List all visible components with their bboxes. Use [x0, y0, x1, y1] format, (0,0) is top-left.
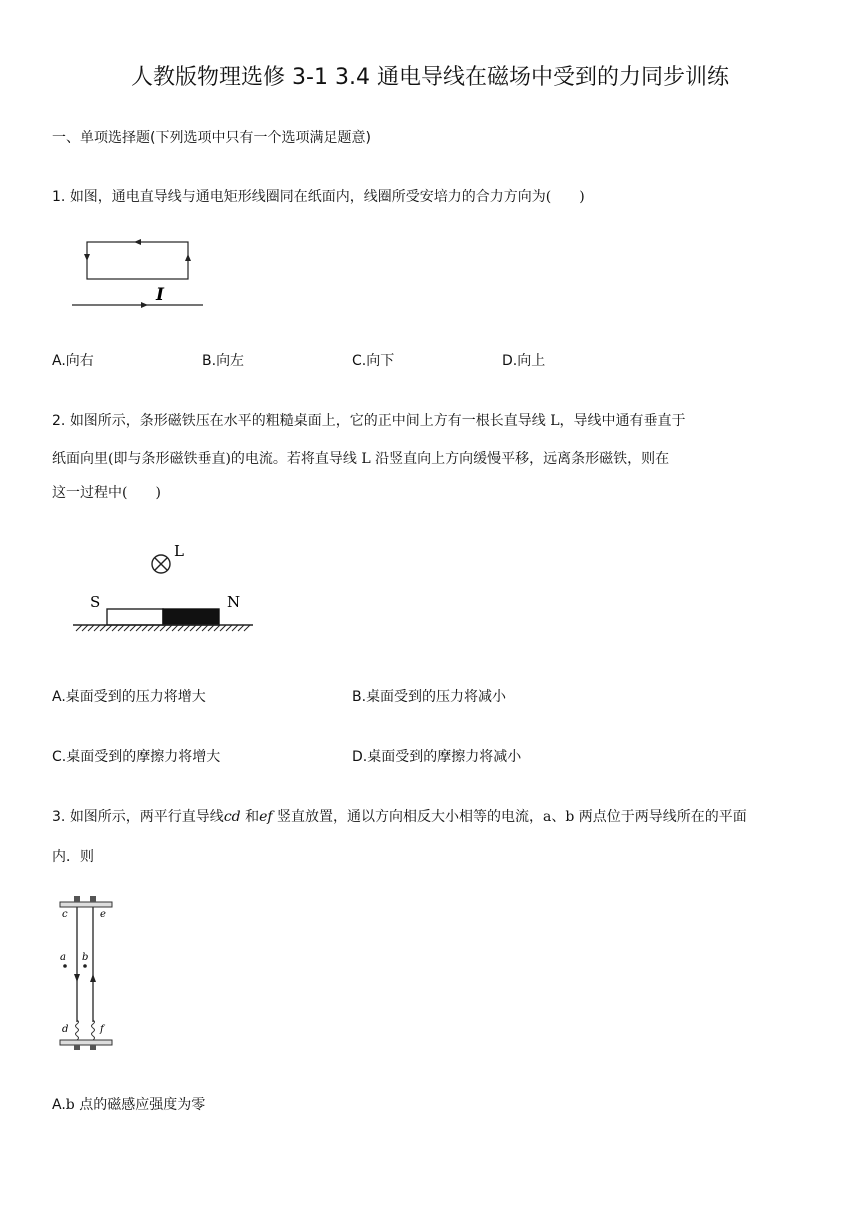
- question-2-number: 2.: [52, 413, 66, 429]
- table-hatching: [76, 625, 250, 631]
- q2-option-c-text: 桌面受到的摩擦力将增大: [66, 749, 221, 765]
- wire-arrow: [141, 302, 148, 308]
- coil-right-arrow: [185, 254, 191, 261]
- current-label: I: [156, 285, 164, 305]
- q1-option-a-text: 向右: [65, 353, 94, 369]
- question-2-line-1: [52, 410, 686, 430]
- question-1: [52, 186, 585, 206]
- question-3-var-cd: cd: [223, 809, 241, 825]
- question-1-figure: [60, 232, 220, 316]
- bottom-terminal-d: [74, 1045, 80, 1050]
- coil-left-arrow: [84, 254, 90, 261]
- q1-option-d-letter: D.: [502, 353, 518, 369]
- bottom-terminal-f: [90, 1045, 96, 1050]
- q3-option-a-letter: A.: [52, 1097, 66, 1113]
- q2-option-b-letter: B.: [352, 689, 367, 705]
- q1-option-b-text: 向左: [216, 353, 245, 369]
- q1-option-c-letter: C.: [352, 353, 367, 369]
- south-pole-label: S: [90, 593, 101, 611]
- label-e: e: [100, 909, 106, 920]
- question-3-text-1: 如图所示，两平行直导线: [69, 809, 224, 825]
- wire-into-page-symbol: [152, 555, 170, 573]
- q3-option-a[interactable]: [52, 1094, 205, 1114]
- label-a: a: [60, 952, 66, 963]
- label-d: d: [62, 1024, 69, 1035]
- q2-option-d-letter: D.: [352, 749, 368, 765]
- magnet-north-half: [163, 609, 219, 625]
- q1-option-d-text: 向上: [517, 353, 546, 369]
- question-1-text: 如图，通电直导线与通电矩形线圈同在纸面内，线圈所受安培力的合力方向为( ): [69, 189, 585, 205]
- label-c: c: [62, 909, 68, 920]
- q2-option-d-text: 桌面受到的摩擦力将减小: [367, 749, 522, 765]
- q1-option-a[interactable]: [52, 350, 94, 370]
- top-terminal-c: [74, 896, 80, 902]
- top-bar: [60, 902, 112, 907]
- q2-option-d[interactable]: [352, 746, 521, 766]
- question-3-figure: [55, 892, 125, 1056]
- q2-option-a[interactable]: [52, 686, 206, 706]
- point-a: [63, 964, 67, 968]
- q2-option-b[interactable]: [352, 686, 506, 706]
- label-f: f: [100, 1024, 104, 1035]
- q2-option-a-letter: A.: [52, 689, 66, 705]
- q2-option-c[interactable]: [52, 746, 220, 766]
- magnet-south-half: [107, 609, 163, 625]
- wire-label: L: [174, 542, 184, 560]
- question-2-line-2: 纸面向里(即与条形磁铁垂直)的电流。若将直导线 L 沿竖直向上方向缓慢平移，远离条形磁铁，则在: [52, 451, 670, 467]
- page-title: 人教版物理选修 3-1 3.4 通电导线在磁场中受到的力同步训练: [131, 65, 729, 90]
- q1-option-c-text: 向下: [366, 353, 395, 369]
- question-1-number: 1.: [52, 189, 66, 205]
- question-2-figure: [70, 540, 260, 636]
- q1-option-b-letter: B.: [202, 353, 217, 369]
- wire-ef-arrow-up: [90, 974, 96, 982]
- spring-f: [92, 1020, 95, 1040]
- north-pole-label: N: [227, 593, 241, 611]
- coil-top-arrow: [134, 239, 141, 245]
- question-3-line-1: [52, 806, 747, 826]
- question-3-text-2: 和: [240, 809, 260, 825]
- q1-option-b[interactable]: [202, 350, 244, 370]
- question-3-number: 3.: [52, 809, 66, 825]
- label-b: b: [82, 952, 89, 963]
- q3-option-a-text: b 点的磁感应强度为零: [65, 1097, 206, 1113]
- spring-d: [76, 1020, 79, 1040]
- question-3-var-ef: ef: [259, 809, 273, 825]
- rectangular-coil: [87, 242, 188, 279]
- q2-option-a-text: 桌面受到的压力将增大: [65, 689, 206, 705]
- q1-option-a-letter: A.: [52, 353, 66, 369]
- question-3-line-2: 内．则: [52, 849, 94, 865]
- section-heading: 一、单项选择题(下列选项中只有一个选项满足题意): [52, 130, 371, 146]
- question-2-line-3: 这一过程中( ): [52, 485, 161, 501]
- top-terminal-e: [90, 896, 96, 902]
- q1-option-d[interactable]: [502, 350, 545, 370]
- point-b: [83, 964, 87, 968]
- question-3-text-3: 竖直放置，通以方向相反大小相等的电流，a、b 两点位于两导线所在的平面: [272, 809, 747, 825]
- wire-cd-arrow-down: [74, 974, 80, 982]
- question-2-text-1: 如图所示，条形磁铁压在水平的粗糙桌面上，它的正中间上方有一根长直导线 L，导线中通有垂直于: [69, 413, 686, 429]
- q2-option-c-letter: C.: [52, 749, 67, 765]
- q1-option-c[interactable]: [352, 350, 394, 370]
- bottom-bar: [60, 1040, 112, 1045]
- q2-option-b-text: 桌面受到的压力将减小: [366, 689, 507, 705]
